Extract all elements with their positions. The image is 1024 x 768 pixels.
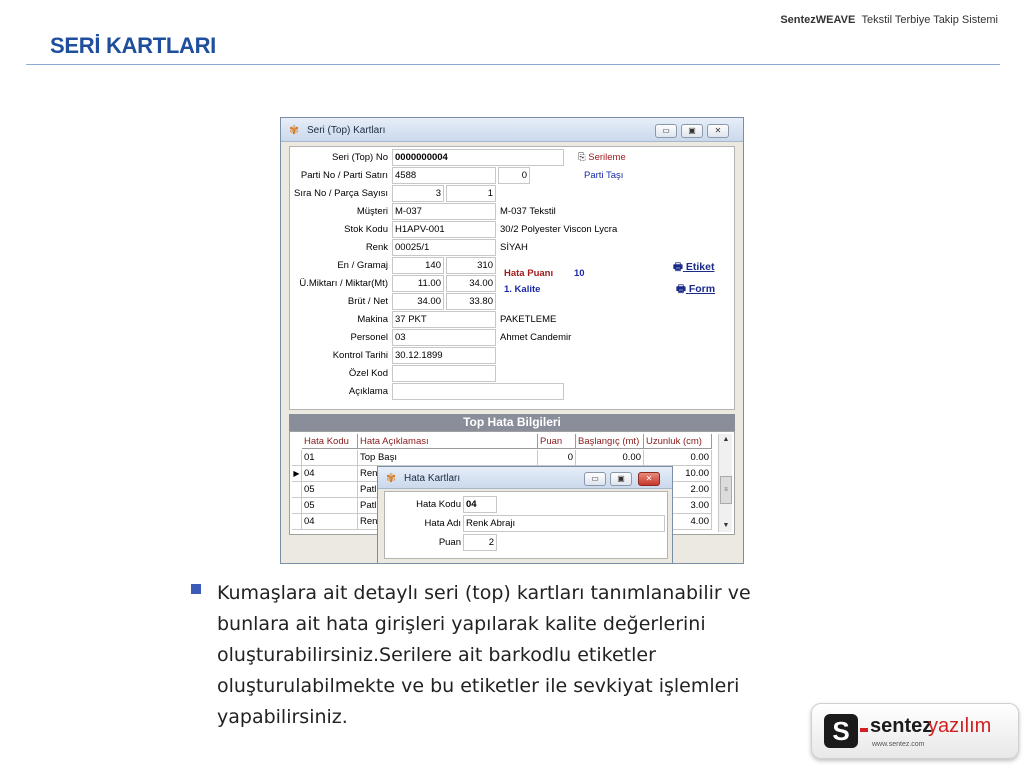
serileme-label: Serileme xyxy=(588,152,626,163)
kontrol-label: Kontrol Tarihi xyxy=(332,350,388,361)
cell-hata-aciklamasi[interactable]: Ren xyxy=(358,514,538,530)
butterfly-app-icon: ✾ xyxy=(386,471,397,485)
hata-adi-field[interactable]: Renk Abrajı xyxy=(463,515,665,532)
ozel-kod-field[interactable] xyxy=(392,365,496,382)
hata-adi-label: Hata Adı xyxy=(424,518,461,529)
row-indicator[interactable] xyxy=(292,514,302,530)
popup-maximize-button[interactable]: ▣ xyxy=(610,472,632,486)
net-field[interactable]: 33.80 xyxy=(446,293,496,310)
row-indicator[interactable] xyxy=(292,450,302,466)
close-button[interactable]: ✕ xyxy=(707,124,729,138)
etiket-button[interactable] xyxy=(673,259,714,277)
makina-field[interactable]: 37 PKT xyxy=(392,311,496,328)
musteri-label: Müşteri xyxy=(356,206,388,217)
cell-hata-kodu[interactable]: 01 xyxy=(302,450,358,466)
form-label: Form xyxy=(688,283,716,295)
printer-icon: 🖶 xyxy=(676,283,686,295)
personel-label: Personel xyxy=(350,332,388,343)
scroll-thumb[interactable]: ≡ xyxy=(720,476,732,504)
row-indicator[interactable]: ▶ xyxy=(292,466,302,482)
aciklama-label: Açıklama xyxy=(348,386,388,397)
cell-uzunluk[interactable]: 4.00 xyxy=(644,514,712,530)
renk-label: Renk xyxy=(365,242,388,253)
renk-field[interactable]: 00025/1 xyxy=(392,239,496,256)
cell-hata-kodu[interactable]: 04 xyxy=(302,514,358,530)
stok-name: 30/2 Polyester Viscon Lycra xyxy=(500,224,618,235)
cell-puan[interactable]: 0 xyxy=(538,450,576,466)
hata-kartlari-window xyxy=(377,466,673,564)
musteri-name: M-037 Tekstil xyxy=(500,206,556,217)
logo-mark: S xyxy=(824,714,858,748)
renk-name: SİYAH xyxy=(500,242,528,253)
musteri-field[interactable]: M-037 xyxy=(392,203,496,220)
makina-name: PAKETLEME xyxy=(500,314,557,325)
slide-brand xyxy=(780,14,998,26)
logo-dash xyxy=(860,728,868,732)
aciklama-field[interactable] xyxy=(392,383,564,400)
scroll-down-icon[interactable]: ▼ xyxy=(722,522,730,529)
logo-word-yazilim: yazılım xyxy=(928,715,992,737)
col-baslangic[interactable]: Başlangıç (mt) xyxy=(576,434,644,449)
puan-field[interactable]: 2 xyxy=(463,534,497,551)
grid-scrollbar[interactable] xyxy=(718,434,732,532)
puan-label: Puan xyxy=(438,537,461,548)
brut-field[interactable]: 34.00 xyxy=(392,293,444,310)
grid-title: Top Hata Bilgileri xyxy=(289,414,735,431)
parti-satiri-field[interactable]: 0 xyxy=(498,167,530,184)
scroll-up-icon[interactable]: ▲ xyxy=(722,436,730,443)
cell-hata-kodu[interactable]: 05 xyxy=(302,482,358,498)
col-uzunluk[interactable]: Uzunluk (cm) xyxy=(644,434,712,449)
form-button[interactable] xyxy=(676,281,715,299)
hata-kodu-label: Hata Kodu xyxy=(416,499,461,510)
gramaj-field[interactable]: 310 xyxy=(446,257,496,274)
miktar-field[interactable]: 34.00 xyxy=(446,275,496,292)
u-miktar-field[interactable]: 11.00 xyxy=(392,275,444,292)
ozel-label: Özel Kod xyxy=(348,368,388,379)
brand-name: SentezWEAVE xyxy=(780,14,856,26)
cell-uzunluk[interactable]: 2.00 xyxy=(644,482,712,498)
popup-title: Hata Kartları xyxy=(404,473,461,484)
cell-uzunluk[interactable]: 0.00 xyxy=(644,450,712,466)
form-panel xyxy=(289,146,735,410)
logo-word-sentez: sentez xyxy=(870,715,933,737)
printer-icon: 🖶 xyxy=(673,261,683,273)
cell-baslangic[interactable]: 0.00 xyxy=(576,450,644,466)
title-divider xyxy=(26,64,1000,65)
kontrol-tarihi-field[interactable]: 30.12.1899 xyxy=(392,347,496,364)
row-indicator[interactable] xyxy=(292,498,302,514)
personel-field[interactable]: 03 xyxy=(392,329,496,346)
kalite-value: 1. Kalite xyxy=(504,284,541,295)
row-indicator[interactable] xyxy=(292,482,302,498)
logo-url: www.sentez.com xyxy=(872,741,925,748)
brand-tagline: Tekstil Terbiye Takip Sistemi xyxy=(861,14,998,26)
sira-label: Sıra No / Parça Sayısı xyxy=(294,188,388,199)
serileme-link[interactable] xyxy=(578,149,626,166)
en-field[interactable]: 140 xyxy=(392,257,444,274)
cell-hata-aciklamasi[interactable]: Patl xyxy=(358,498,538,514)
hata-puani-value: 10 xyxy=(574,268,585,279)
popup-minimize-button[interactable]: ▭ xyxy=(584,472,606,486)
minimize-button[interactable]: ▭ xyxy=(655,124,677,138)
popup-form xyxy=(384,491,668,559)
butterfly-app-icon: ✾ xyxy=(289,123,300,137)
hata-puani-label: Hata Puanı xyxy=(504,268,554,279)
makina-label: Makina xyxy=(357,314,388,325)
popup-close-button[interactable]: ✕ xyxy=(638,472,660,486)
parca-sayisi-field[interactable]: 1 xyxy=(446,185,496,202)
popup-titlebar[interactable] xyxy=(378,467,672,489)
cell-hata-kodu[interactable]: 04 xyxy=(302,466,358,482)
parti-label: Parti No / Parti Satırı xyxy=(300,170,388,181)
miktar-label: Ü.Miktarı / Miktar(Mt) xyxy=(299,278,388,289)
parti-tasi-link[interactable]: Parti Taşı xyxy=(584,170,624,181)
en-label: En / Gramaj xyxy=(337,260,388,271)
personel-name: Ahmet Candemir xyxy=(500,332,572,343)
stok-label: Stok Kodu xyxy=(344,224,388,235)
cell-hata-kodu[interactable]: 05 xyxy=(302,498,358,514)
window-titlebar[interactable] xyxy=(281,118,743,142)
slide-title: SERİ KARTLARI xyxy=(50,33,216,58)
stok-kodu-field[interactable]: H1APV-001 xyxy=(392,221,496,238)
etiket-label: Etiket xyxy=(685,261,715,273)
parti-no-field[interactable]: 4588 xyxy=(392,167,496,184)
hata-kodu-field[interactable]: 04 xyxy=(463,496,497,513)
seri-no-label: Seri (Top) No xyxy=(332,152,388,163)
cell-uzunluk[interactable]: 10.00 xyxy=(644,466,712,482)
cell-uzunluk[interactable]: 3.00 xyxy=(644,498,712,514)
brut-label: Brüt / Net xyxy=(347,296,388,307)
sentez-logo xyxy=(811,703,1019,759)
cell-hata-aciklamasi[interactable]: Top Başı xyxy=(358,450,538,466)
sira-no-field[interactable]: 3 xyxy=(392,185,444,202)
copy-icon: ⎘ xyxy=(578,152,586,163)
bullet-marker xyxy=(191,584,201,594)
seri-no-field[interactable]: 0000000004 xyxy=(392,149,564,166)
cell-hata-aciklamasi[interactable]: Patl xyxy=(358,482,538,498)
col-hata-kodu[interactable]: Hata Kodu xyxy=(302,434,358,449)
cell-hata-aciklamasi[interactable]: Ren xyxy=(358,466,538,482)
col-puan[interactable]: Puan xyxy=(538,434,576,449)
bullet-text: Kumaşlara ait detaylı seri (top) kartları tanımlanabilir ve bunlara ait hata girişleri yapılarak kalite değerlerini oluşturabilirsiniz.Serilere ait barkodlu etiketler oluşturulabilmekte ve bu etiketler ile sevkiyat işlemleri yapabilirsiniz. xyxy=(217,582,751,728)
col-hata-aciklamasi[interactable]: Hata Açıklaması xyxy=(358,434,538,449)
maximize-button[interactable]: ▣ xyxy=(681,124,703,138)
window-title: Seri (Top) Kartları xyxy=(307,125,386,136)
